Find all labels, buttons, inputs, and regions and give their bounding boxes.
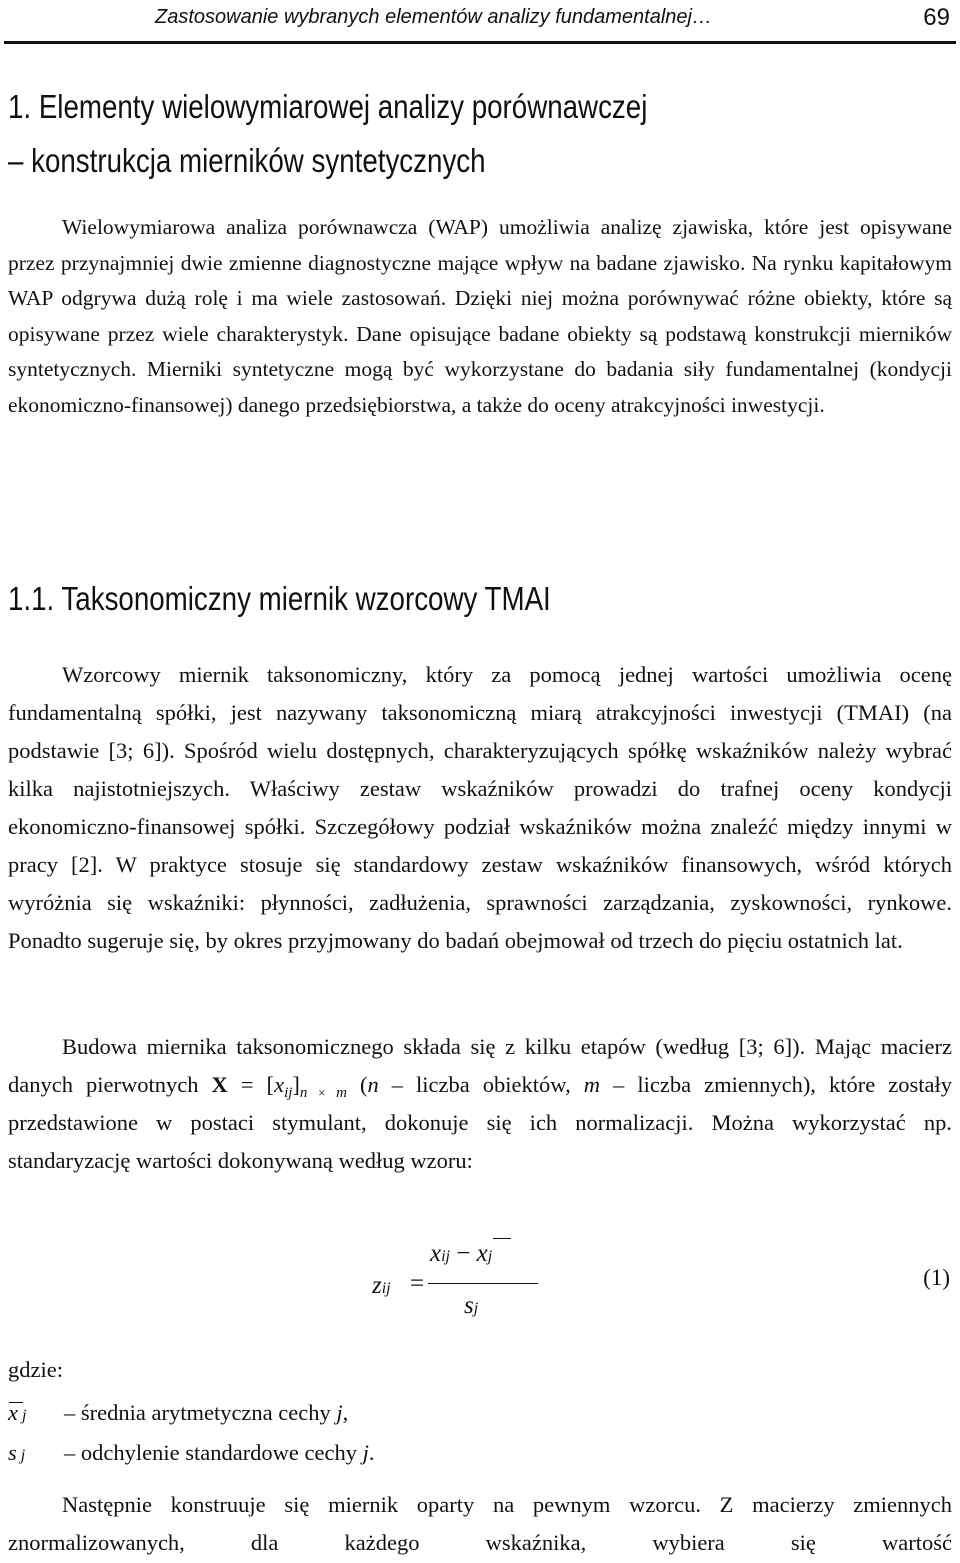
matrix-dim-n: n (299, 1085, 308, 1101)
next-step-paragraph: Następnie konstruuje się miernik oparty na pewnym wzorcu. Z macierzy zmiennych znormalizowanych, dla każdego wskaźnika, wybiera się wartość (8, 1492, 952, 1555)
m-description: – liczba zmiennych), które zostały przedstawione w postaci stymulant, dokonuje się ich normalizacji. Można wykorzystać np. standaryzację wartości dokonywaną według wzoru: (8, 1072, 952, 1173)
definition-text: – średnia arytmetyczna cechy (64, 1400, 337, 1425)
matrix-symbol: X (211, 1072, 228, 1097)
definition-text: – odchylenie standardowe cechy (64, 1440, 363, 1465)
formula-number: (1) (923, 1265, 950, 1290)
standardization-formula (360, 1230, 600, 1340)
definition-punct: , (342, 1400, 349, 1425)
formula-denominator: sj (464, 1292, 479, 1319)
mean-bar (493, 1238, 511, 1239)
page-number: 69 (923, 4, 950, 31)
intro-paragraph: Wielowymiarowa analiza porównawcza (WAP) umożliwia analizę zjawiska, które jest opisywane przez przynajmniej dwie zmienne diagnostyczne mające wpływ na badane zjawisko. Na rynku kapitałowym WAP odgrywa dużą rolę i ma wiele zastosowań. Dzięki niej można porównywać różne obiekty, które są opisywane przez wiele charakterystyk. Dane opisujące badane obiekty są podstawą konstrukcji mierników syntetycznych. Mierniki syntetyczne mogą być wykorzystane do badania siły fundamentalnej (kondycji ekonomiczno-finansowej) danego przedsiębiorstwa, a także do oceny atrakcyjności inwestycji. (8, 215, 952, 417)
tmai-paragraph: Wzorcowy miernik taksonomiczny, który za pomocą jednej wartości umożliwia ocenę fundamentalną spółki, jest nazywany taksonomiczną miarą atrakcyjności inwestycji (TMAI) (na podstawie [3; 6]). Spośród wielu dostępnych, charakteryzujących spółkę wskaźników należy wybrać kilka najistotniejszych. Właściwy zestaw wskaźników prowadzi do trafnej oceny kondycji ekonomiczno-finansowej spółki. Szczegółowy podział wskaźników można znaleźć między innymi w pracy [2]. W praktyce stosuje się standardowy zestaw wskaźników finansowych, wśród których wyróżnia się wskaźniki: płynności, zadłużenia, sprawności zarządzania, zyskowności, rynkowe. Ponadto sugeruje się, by okres przyjmowany do badań obejmował od trzech do pięciu ostatnich lat. (8, 662, 952, 953)
matrix-bracket-close: ] (292, 1072, 300, 1097)
paren-open: ( (346, 1072, 368, 1097)
formula-equals: = (410, 1270, 425, 1297)
section-heading-continued: – konstrukcja mierników syntetycznych (8, 142, 486, 179)
matrix-element-ij: ij (284, 1085, 293, 1101)
definition-var: j (362, 1440, 369, 1465)
running-header (0, 0, 960, 44)
definition-std (8, 1440, 375, 1466)
var-n: n (367, 1072, 379, 1097)
var-m: m (583, 1072, 601, 1097)
matrix-dim-m: m (336, 1085, 347, 1101)
formula-numerator: xij − xj (430, 1240, 493, 1267)
definition-var: j (336, 1400, 343, 1425)
section-heading: 1. Elementy wielowymiarowej analizy porównawczej (8, 88, 648, 125)
fraction-rule (428, 1283, 538, 1284)
mean-symbol: x j (8, 1400, 27, 1425)
matrix-dim-times: × (307, 1085, 337, 1100)
n-description: – liczba obiektów, (378, 1072, 584, 1097)
matrix-bracket-open: = [ (227, 1072, 275, 1097)
definition-mean (8, 1400, 348, 1426)
running-title: Zastosowanie wybranych elementów analizy fundamentalnej… (155, 6, 712, 28)
header-rule (4, 41, 956, 44)
definition-punct: . (368, 1440, 375, 1465)
matrix-element-x: x (274, 1072, 285, 1097)
construction-paragraph (8, 1028, 952, 1180)
std-symbol: s j (8, 1440, 26, 1465)
formula-z: zij (372, 1272, 391, 1299)
construction-text-a: Budowa miernika taksonomicznego składa się z kilku etapów (według [3; 6]). Mając macierz danych pierwotnych (8, 1034, 952, 1097)
where-label: gdzie: (8, 1357, 63, 1382)
subsection-heading: 1.1. Taksonomiczny miernik wzorcowy TMAI (8, 580, 551, 617)
